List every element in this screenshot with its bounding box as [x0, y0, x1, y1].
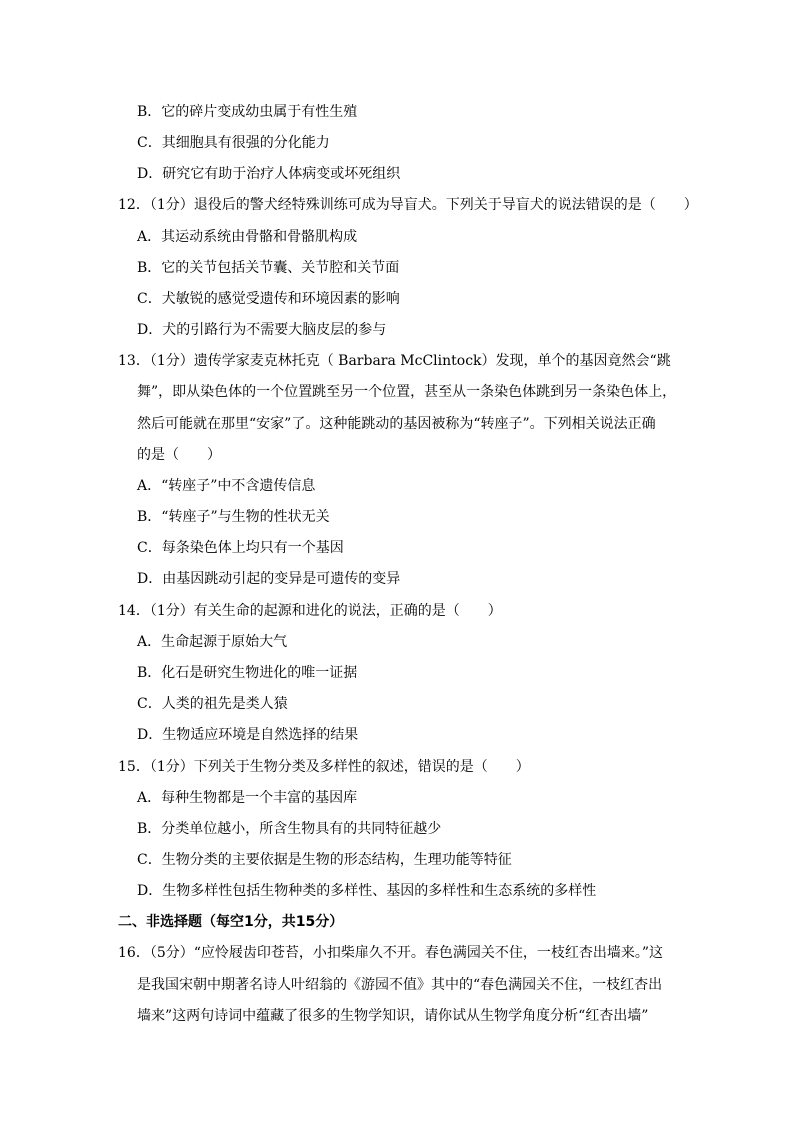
q16-stem-line-2: 是我国宋朝中期著名诗人叶绍翁的《游园不值》其中的“春色满园关不住，一枝红杏出 — [137, 977, 663, 993]
q15-stem: 15．（1分）下列关于生物分类及多样性的叙述，错误的是（ ） — [118, 759, 530, 775]
q13-stem-line-3: 然后可能就在那里“安家”了。这种能跳动的基因被称为“转座子”。下列相关说法正确 — [137, 416, 656, 432]
q16-stem-line-3: 墙来”这两句诗词中蕴藏了很多的生物学知识，请你试从生物学角度分析“红杏出墙” — [137, 1008, 649, 1024]
section-heading-non-choice: 二、非选择题（每空1分，共15分） — [118, 914, 344, 930]
q12-option-b: B．它的关节包括关节囊、关节腔和关节面 — [137, 260, 400, 276]
q11-option-d: D．研究它有助于治疗人体病变或坏死组织 — [137, 166, 401, 182]
q14-stem: 14．（1分）有关生命的起源和进化的说法，正确的是（ ） — [118, 603, 502, 619]
q14-option-c: C．人类的祖先是类人猿 — [137, 696, 288, 712]
q15-option-b: B．分类单位越小，所含生物具有的共同特征越少 — [137, 821, 442, 837]
q13-option-b: B．“转座子”与生物的性状无关 — [137, 509, 330, 525]
q14-option-d: D．生物适应环境是自然选择的结果 — [137, 727, 359, 743]
q14-option-a: A．生命起源于原始大气 — [137, 634, 288, 650]
q13-stem-line-1: 13．（1分）遗传学家麦克林托克（ Barbara McClintock）发现，单个的基因竟然会“跳 — [118, 353, 671, 369]
q12-option-d: D．犬的引路行为不需要大脑皮层的参与 — [137, 322, 387, 338]
q13-option-c: C．每条染色体上均只有一个基因 — [137, 540, 344, 556]
q12-stem: 12．（1分）退役后的警犬经特殊训练可成为导盲犬。下列关于导盲犬的说法错误的是（ ） — [118, 197, 698, 213]
q11-option-c: C．其细胞具有很强的分化能力 — [137, 135, 330, 151]
q12-option-c: C．犬敏锐的感觉受遗传和环境因素的影响 — [137, 291, 400, 307]
q16-stem-line-1: 16．（5分）“应怜屐齿印苍苔，小扣柴扉久不开。春色满园关不住，一枝红杏出墙来。”这 — [118, 945, 664, 961]
q13-option-a: A．“转座子”中不含遗传信息 — [137, 478, 316, 494]
q13-stem-line-2: 舞”，即从染色体的一个位置跳至另一个位置，甚至从一条染色体跳到另一条染色体上， — [137, 384, 677, 400]
q15-option-a: A．每种生物都是一个丰富的基因库 — [137, 790, 358, 806]
q12-option-a: A．其运动系统由骨骼和骨骼肌构成 — [137, 229, 358, 245]
q14-option-b: B．化石是研究生物进化的唯一证据 — [137, 665, 358, 681]
q13-stem-line-4: 的是（ ） — [137, 447, 221, 463]
q15-option-d: D．生物多样性包括生物种类的多样性、基因的多样性和生态系统的多样性 — [137, 883, 597, 899]
q11-option-b: B．它的碎片变成幼虫属于有性生殖 — [137, 104, 358, 120]
q15-option-c: C．生物分类的主要依据是生物的形态结构，生理功能等特征 — [137, 852, 512, 868]
q13-option-d: D．由基因跳动引起的变异是可遗传的变异 — [137, 571, 401, 587]
